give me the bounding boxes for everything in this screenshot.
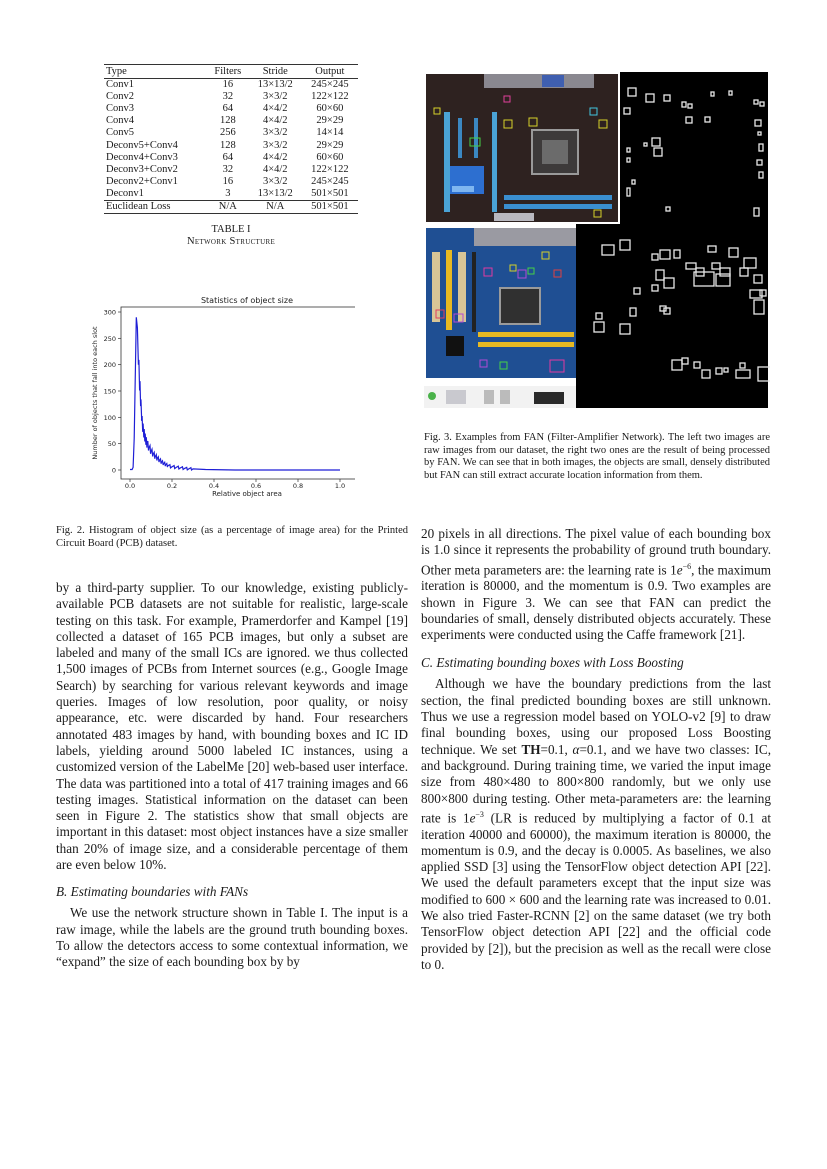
header-type: Type [104, 65, 207, 79]
table-cell: 3×3/2 [262, 175, 288, 187]
header-filters: Filters [207, 65, 249, 79]
table-cell: Conv3 [106, 103, 135, 115]
table-cell: 60×60 [316, 151, 344, 163]
svg-text:200: 200 [103, 361, 116, 370]
x-axis-ticks [125, 479, 345, 490]
table-cell: 16 [222, 175, 234, 187]
svg-text:150: 150 [103, 387, 116, 396]
section-c-heading: C. Estimating bounding boxes with Loss Boosting [421, 655, 684, 671]
svg-text:1.0: 1.0 [334, 482, 346, 490]
y-axis-ticks [104, 309, 121, 475]
raw-pcb-image-top [426, 74, 618, 222]
table-cell: 122×122 [311, 163, 349, 175]
table-cell: 122×122 [311, 91, 349, 103]
paragraph-fan-continued: 20 pixels in all directions. The pixel value of each bounding box is 1.0 since it represents the probability of ground truth boundary. Other meta parameters are: the learning rate is $1e^{-6}$, the maximum iteration is 80000, and the momentum is 0.9. Two examples are shown in Figure 3. We can see that FAN can predict the boundaries of small, densely distributed objects accurately. These experiments were conducted using the Caffe framework [21]. [421, 526, 771, 643]
table-row [104, 79, 358, 92]
header-stride: Stride [249, 65, 302, 79]
table-cell: 128 [219, 115, 236, 127]
svg-text:300: 300 [103, 308, 116, 317]
table-cell: 501×501 [311, 187, 349, 199]
table-cell: 14×14 [316, 127, 344, 139]
right-column [421, 526, 771, 973]
table-cell: 128 [219, 139, 236, 151]
table-cell: Deconv2+Conv1 [106, 175, 178, 187]
svg-text:0.4: 0.4 [208, 482, 220, 490]
svg-text:100: 100 [103, 413, 116, 422]
paragraph-fan: We use the network structure shown in Table I. The input is a raw image, while the labels are the ground truth bounding boxes. To allow the detectors access to some contextual information, we “expand” the size of each bounding box by by [56, 905, 408, 970]
table-cell: 64 [222, 103, 234, 115]
table-cell: 245×245 [311, 79, 349, 91]
svg-text:0.6: 0.6 [250, 482, 262, 490]
section-b-heading: B. Estimating boundaries with FANs [56, 884, 249, 900]
table-cell: 3×3/2 [262, 127, 288, 139]
svg-text:0.8: 0.8 [292, 482, 304, 490]
chart-title: Statistics of object size [200, 296, 294, 305]
table-cell: N/A [207, 201, 249, 214]
table-cell: 29×29 [316, 115, 344, 127]
table-cell: 32 [222, 163, 234, 175]
table-row [104, 201, 358, 214]
table-cell: 3×3/2 [262, 139, 288, 151]
table-row [104, 91, 358, 103]
fig3-image-grid [424, 70, 770, 410]
table-cell: Conv1 [106, 79, 135, 91]
table-cell: 64 [222, 151, 234, 163]
table-header-row [104, 65, 358, 79]
table-cell: 4×4/2 [262, 151, 288, 163]
svg-text:0.2: 0.2 [166, 482, 178, 490]
table-cell: Euclidean Loss [104, 201, 207, 214]
table-cell: 29×29 [316, 139, 344, 151]
y-axis-label: Number of objects that fall into each slot [91, 326, 99, 460]
table-cell: Conv4 [106, 115, 135, 127]
chart-canvas [85, 292, 355, 500]
table-cell: 16 [222, 79, 234, 91]
table-cell: 3 [225, 187, 231, 199]
table-cell: 4×4/2 [262, 163, 288, 175]
paragraph-loss-boosting: Although we have the boundary predictions from the last section, the final predicted bounding boxes are still unknown. Thus we use a regression model based on YOLO-v2 [9] to draw final bounding boxes, using our proposed Loss Boosting technique. We set TH=0.1, α=0.1, and we have two classes: IC, and background. During training time, we varied the input image size from 480×480 to 800×800 randomly, but we only use 800×800 during testing. Other meta-parameters are: the learning rate is $1e^{-3}$ (LR is reduced by multiplying a factor of 0.1 at iteration 40000 and 60000), the maximum iteration is 80000, the momentum is 0.9, and the decay is 0.0005. As baselines, we also applied SSD [3] using the TensorFlow object detection API [22]. We used the default parameters except that the input size was modified to 600 × 600 and the learning rate was increased to 0.01. We also tried Faster-RCNN [2] on the same dataset (we try both TensorFlow object detection API [22] and the official code provided by [2]), but the precision as well as the recall were close to 0. [421, 676, 772, 972]
header-output: Output [302, 65, 358, 79]
svg-text:0.0: 0.0 [124, 482, 136, 490]
fig3-canvas [424, 70, 770, 410]
table-cell: Deconv5+Conv4 [106, 139, 178, 151]
fig2-caption: Fig. 2. Histogram of object size (as a percentage of image area) for the Printed Circuit Board (PCB) dataset. [56, 525, 408, 549]
histogram-line [130, 317, 340, 470]
table-title: Network Structure [186, 236, 276, 247]
table-cell: Deconv4+Conv3 [106, 151, 178, 163]
table-cell: 13×13/2 [257, 79, 293, 91]
table-row [104, 115, 358, 127]
table-row [104, 103, 358, 115]
table-label: TABLE I [211, 224, 251, 235]
table-cell: 256 [219, 127, 236, 139]
table-cell: Deconv1 [106, 187, 144, 199]
fig3-caption: Fig. 3. Examples from FAN (Filter-Amplifier Network). The left two images are raw images from our dataset, the right two ones are the result of being processed by FAN. We can see that in both images, the objects are small, densely distributed but FAN can still extract accurate location information from them. [424, 432, 770, 481]
svg-text:50: 50 [107, 440, 116, 449]
table-cell: Deconv3+Conv2 [106, 163, 178, 175]
paragraph-dataset: by a third-party supplier. To our knowledge, existing publicly-available PCB datasets are not suitable for realistic, large-scale testing on this task. For example, Pramerdorfer and Kampel [19] collected a dataset of 165 PCB images, but only a subset are labeled and many of the small ICs are ignored. we thus collected 1,500 images of PCBs from Internet sources (e.g., Google Image Search) by searching for various relevant keywords and image queries. Images of low resolution, poor quality, or noisy appearance, etc. were discarded by hand. Four researchers annotated 483 images by hand, with bounding boxes and IC ID labels, yielding around 5000 labeled IC instances, using a customized version of the LabelMe [20] web-based user interface. The data was partitioned into a total of 417 training images and 66 testing images. Statistical information on the dataset can been seen in Figure 2. The statistics show that small objects are important in this dataset: most object instances have a size smaller than 20% of image size, and a considerable percentage of them are even below 10%. [56, 580, 408, 873]
table-cell: Conv5 [106, 127, 135, 139]
raw-pcb-image-bottom [424, 228, 578, 408]
table-row [104, 164, 358, 176]
table-cell: 60×60 [316, 103, 344, 115]
plot-frame [121, 307, 355, 479]
table-cell: 32 [222, 91, 234, 103]
object-size-chart [85, 292, 355, 500]
table-row [104, 152, 358, 164]
table-cell: 4×4/2 [262, 103, 288, 115]
svg-text:0: 0 [111, 466, 116, 475]
table-cell: 4×4/2 [262, 115, 288, 127]
table-cell: 13×13/2 [257, 187, 293, 199]
network-structure-table [104, 64, 358, 214]
table-cell: Conv2 [106, 91, 135, 103]
table-row [104, 188, 358, 201]
table-row [104, 127, 358, 139]
svg-text:250: 250 [103, 334, 116, 343]
table-row [104, 140, 358, 152]
table-body [104, 79, 358, 214]
left-column [56, 580, 408, 971]
table-cell: 3×3/2 [262, 91, 288, 103]
table-cell: 501×501 [302, 201, 358, 214]
table-cell: 245×245 [311, 175, 349, 187]
table-row [104, 176, 358, 188]
table-cell: N/A [249, 201, 302, 214]
x-axis-label: Relative object area [212, 490, 282, 498]
